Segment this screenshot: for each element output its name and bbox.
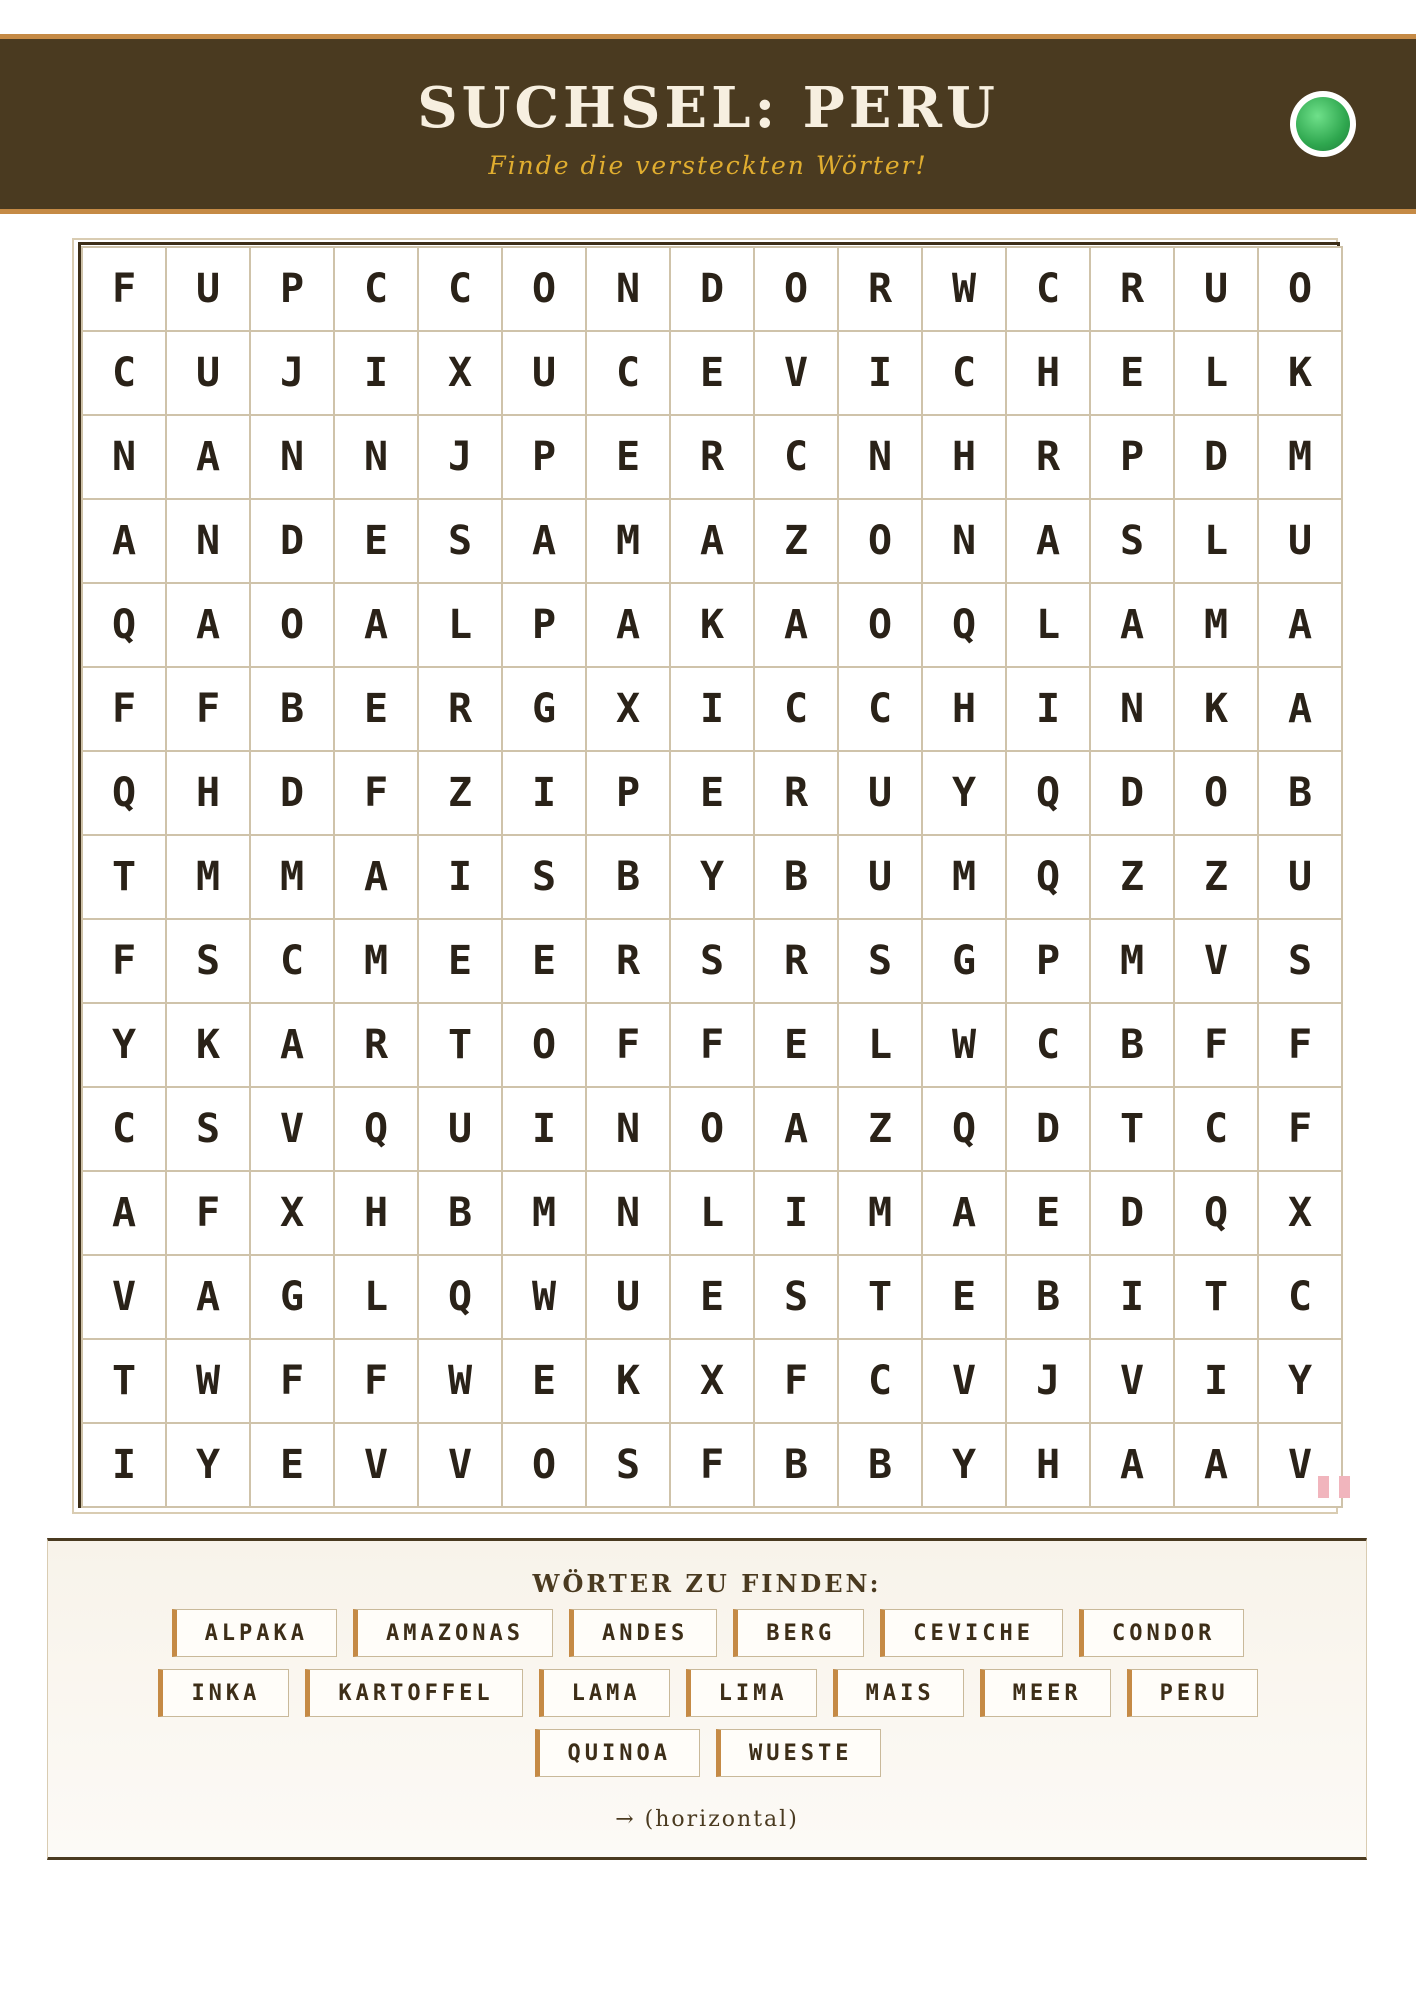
- grid-cell[interactable]: A: [923, 1172, 1005, 1254]
- grid-cell[interactable]: Q: [1175, 1172, 1257, 1254]
- grid-cell[interactable]: D: [1091, 752, 1173, 834]
- grid-cell[interactable]: M: [251, 836, 333, 918]
- grid-cell[interactable]: Y: [923, 752, 1005, 834]
- grid-cell[interactable]: U: [1175, 248, 1257, 330]
- grid-cell[interactable]: E: [335, 668, 417, 750]
- grid-cell[interactable]: F: [335, 1340, 417, 1422]
- page-subtitle: Finde die versteckten Wörter!: [488, 151, 928, 180]
- grid-cell[interactable]: Q: [923, 1088, 1005, 1170]
- grid-cell[interactable]: S: [167, 1088, 249, 1170]
- grid-cell[interactable]: P: [503, 584, 585, 666]
- grid-cell[interactable]: Q: [923, 584, 1005, 666]
- grid-cell[interactable]: O: [503, 1424, 585, 1506]
- grid-cell[interactable]: G: [923, 920, 1005, 1002]
- grid-cell[interactable]: L: [1175, 332, 1257, 414]
- grid-cell[interactable]: O: [1259, 248, 1341, 330]
- grid-cell[interactable]: Y: [1259, 1340, 1341, 1422]
- grid-cell[interactable]: F: [587, 1004, 669, 1086]
- grid-cell[interactable]: P: [503, 416, 585, 498]
- grid-cell[interactable]: Q: [1007, 836, 1089, 918]
- grid-cell[interactable]: A: [671, 500, 753, 582]
- grid-cell[interactable]: N: [839, 416, 921, 498]
- grid-cell[interactable]: N: [587, 248, 669, 330]
- grid-cell[interactable]: Q: [1007, 752, 1089, 834]
- grid-cell[interactable]: C: [335, 248, 417, 330]
- grid-cell[interactable]: R: [587, 920, 669, 1002]
- grid-cell[interactable]: R: [671, 416, 753, 498]
- grid-cell[interactable]: F: [671, 1424, 753, 1506]
- header-banner: [0, 34, 1416, 214]
- grid-cell[interactable]: C: [839, 1340, 921, 1422]
- grid-cell[interactable]: H: [1007, 332, 1089, 414]
- grid-cell[interactable]: N: [83, 416, 165, 498]
- grid-cell[interactable]: O: [1175, 752, 1257, 834]
- grid-cell[interactable]: Y: [167, 1424, 249, 1506]
- word-chip: CEVICHE: [880, 1609, 1063, 1657]
- grid-cell[interactable]: N: [587, 1088, 669, 1170]
- grid-cell[interactable]: B: [1007, 1256, 1089, 1338]
- grid-cell[interactable]: A: [1175, 1424, 1257, 1506]
- grid-cell[interactable]: F: [755, 1340, 837, 1422]
- grid-cell[interactable]: P: [1091, 416, 1173, 498]
- grid-cell[interactable]: I: [503, 752, 585, 834]
- grid-cell[interactable]: B: [1259, 752, 1341, 834]
- grid-cell[interactable]: A: [587, 584, 669, 666]
- grid-cell[interactable]: E: [671, 1256, 753, 1338]
- grid-cell[interactable]: M: [587, 500, 669, 582]
- grid-cell[interactable]: A: [335, 836, 417, 918]
- grid-cell[interactable]: I: [83, 1424, 165, 1506]
- grid-cell[interactable]: W: [419, 1340, 501, 1422]
- grid-cell[interactable]: H: [1007, 1424, 1089, 1506]
- grid-cell[interactable]: S: [419, 500, 501, 582]
- grid-cell[interactable]: U: [167, 248, 249, 330]
- grid-cell[interactable]: X: [671, 1340, 753, 1422]
- grid-cell[interactable]: J: [1007, 1340, 1089, 1422]
- grid-cell[interactable]: J: [419, 416, 501, 498]
- grid-cell[interactable]: A: [755, 584, 837, 666]
- grid-cell[interactable]: F: [83, 248, 165, 330]
- word-list-title: WÖRTER ZU FINDEN:: [532, 1569, 882, 1598]
- grid-cell[interactable]: L: [335, 1256, 417, 1338]
- grid-cell[interactable]: A: [755, 1088, 837, 1170]
- grid-cell[interactable]: N: [167, 500, 249, 582]
- grid-cell[interactable]: H: [335, 1172, 417, 1254]
- grid-cell[interactable]: M: [335, 920, 417, 1002]
- grid-cell[interactable]: U: [587, 1256, 669, 1338]
- grid-cell[interactable]: U: [1259, 500, 1341, 582]
- grid-cell[interactable]: D: [251, 752, 333, 834]
- grid-cell[interactable]: S: [167, 920, 249, 1002]
- grid-cell[interactable]: B: [1091, 1004, 1173, 1086]
- grid-cell[interactable]: C: [755, 416, 837, 498]
- grid-cell[interactable]: H: [923, 668, 1005, 750]
- grid-cell[interactable]: C: [83, 1088, 165, 1170]
- grid-cell[interactable]: R: [839, 248, 921, 330]
- grid-cell[interactable]: B: [419, 1172, 501, 1254]
- grid-cell[interactable]: A: [1259, 668, 1341, 750]
- grid-cell[interactable]: F: [1175, 1004, 1257, 1086]
- grid-cell[interactable]: P: [251, 248, 333, 330]
- grid-cell[interactable]: B: [755, 836, 837, 918]
- grid-cell[interactable]: U: [839, 836, 921, 918]
- grid-cell[interactable]: C: [839, 668, 921, 750]
- grid-cell[interactable]: Q: [83, 752, 165, 834]
- grid-cell[interactable]: Y: [671, 836, 753, 918]
- grid-cell[interactable]: E: [923, 1256, 1005, 1338]
- grid-cell[interactable]: Y: [83, 1004, 165, 1086]
- grid-cell[interactable]: P: [1007, 920, 1089, 1002]
- word-chip: MAIS: [833, 1669, 964, 1717]
- grid-cell[interactable]: P: [587, 752, 669, 834]
- grid-cell[interactable]: H: [167, 752, 249, 834]
- grid-cell[interactable]: C: [419, 248, 501, 330]
- grid-cell[interactable]: R: [755, 920, 837, 1002]
- grid-cell[interactable]: A: [167, 584, 249, 666]
- grid-cell[interactable]: I: [1007, 668, 1089, 750]
- grid-cell[interactable]: X: [1259, 1172, 1341, 1254]
- grid-cell[interactable]: A: [1259, 584, 1341, 666]
- grid-cell[interactable]: U: [419, 1088, 501, 1170]
- grid-cell[interactable]: Q: [419, 1256, 501, 1338]
- grid-cell[interactable]: S: [1259, 920, 1341, 1002]
- grid-cell[interactable]: M: [1259, 416, 1341, 498]
- grid-cell[interactable]: Q: [83, 584, 165, 666]
- grid-cell[interactable]: R: [755, 752, 837, 834]
- grid-cell[interactable]: D: [1007, 1088, 1089, 1170]
- grid-cell[interactable]: S: [1091, 500, 1173, 582]
- grid-cell[interactable]: C: [1007, 248, 1089, 330]
- grid-cell[interactable]: C: [755, 668, 837, 750]
- direction-hint: → (horizontal): [615, 1807, 799, 1832]
- grid-cell[interactable]: E: [335, 500, 417, 582]
- grid-cell[interactable]: S: [839, 920, 921, 1002]
- grid-cell[interactable]: Q: [335, 1088, 417, 1170]
- grid-cell[interactable]: O: [503, 248, 585, 330]
- grid-cell[interactable]: K: [671, 584, 753, 666]
- word-chip: ANDES: [569, 1609, 717, 1657]
- grid-cell[interactable]: C: [1007, 1004, 1089, 1086]
- grid-cell[interactable]: L: [1007, 584, 1089, 666]
- grid-cell[interactable]: D: [671, 248, 753, 330]
- grid-cell[interactable]: E: [1007, 1172, 1089, 1254]
- grid-cell[interactable]: A: [83, 1172, 165, 1254]
- letter-grid: [81, 246, 1343, 1508]
- word-chip: LAMA: [539, 1669, 670, 1717]
- grid-cell[interactable]: Y: [923, 1424, 1005, 1506]
- grid-cell[interactable]: C: [1259, 1256, 1341, 1338]
- grid-cell[interactable]: W: [503, 1256, 585, 1338]
- peru-flag-icon: [1318, 1476, 1350, 1498]
- grid-cell[interactable]: I: [839, 332, 921, 414]
- grid-cell[interactable]: E: [671, 332, 753, 414]
- grid-cell[interactable]: O: [503, 1004, 585, 1086]
- grid-cell[interactable]: F: [1259, 1004, 1341, 1086]
- grid-cell[interactable]: E: [755, 1004, 837, 1086]
- grid-cell[interactable]: F: [251, 1340, 333, 1422]
- word-chip: PERU: [1127, 1669, 1258, 1717]
- grid-cell[interactable]: O: [755, 248, 837, 330]
- grid-cell[interactable]: N: [335, 416, 417, 498]
- grid-cell[interactable]: U: [1259, 836, 1341, 918]
- grid-cell[interactable]: C: [251, 920, 333, 1002]
- grid-cell[interactable]: U: [503, 332, 585, 414]
- grid-cell[interactable]: E: [419, 920, 501, 1002]
- grid-cell[interactable]: V: [1259, 1424, 1341, 1506]
- grid-cell[interactable]: N: [587, 1172, 669, 1254]
- grid-cell[interactable]: G: [503, 668, 585, 750]
- grid-cell[interactable]: S: [587, 1424, 669, 1506]
- grid-cell[interactable]: S: [671, 920, 753, 1002]
- grid-cell[interactable]: T: [419, 1004, 501, 1086]
- grid-cell[interactable]: U: [839, 752, 921, 834]
- grid-cell[interactable]: L: [1175, 500, 1257, 582]
- grid-cell[interactable]: V: [1175, 920, 1257, 1002]
- grid-cell[interactable]: A: [503, 500, 585, 582]
- grid-cell[interactable]: S: [503, 836, 585, 918]
- grid-cell[interactable]: N: [923, 500, 1005, 582]
- grid-cell[interactable]: H: [923, 416, 1005, 498]
- grid-cell[interactable]: W: [167, 1340, 249, 1422]
- grid-cell[interactable]: L: [671, 1172, 753, 1254]
- grid-cell[interactable]: F: [1259, 1088, 1341, 1170]
- word-chip: CONDOR: [1079, 1609, 1244, 1657]
- grid-cell[interactable]: E: [587, 416, 669, 498]
- grid-cell[interactable]: B: [755, 1424, 837, 1506]
- grid-cell[interactable]: C: [83, 332, 165, 414]
- grid-cell[interactable]: I: [335, 332, 417, 414]
- grid-cell[interactable]: E: [671, 752, 753, 834]
- word-chip: ALPAKA: [172, 1609, 337, 1657]
- grid-cell[interactable]: F: [167, 668, 249, 750]
- grid-cell[interactable]: I: [1091, 1256, 1173, 1338]
- grid-cell[interactable]: O: [839, 500, 921, 582]
- grid-cell[interactable]: V: [1091, 1340, 1173, 1422]
- grid-cell[interactable]: M: [1175, 584, 1257, 666]
- grid-cell[interactable]: U: [167, 332, 249, 414]
- grid-cell[interactable]: L: [839, 1004, 921, 1086]
- grid-cell[interactable]: Z: [419, 752, 501, 834]
- grid-cell[interactable]: N: [1091, 668, 1173, 750]
- grid-cell[interactable]: C: [923, 332, 1005, 414]
- grid-cell[interactable]: R: [1007, 416, 1089, 498]
- status-indicator: [1290, 91, 1356, 157]
- grid-cell[interactable]: V: [923, 1340, 1005, 1422]
- grid-cell[interactable]: B: [587, 836, 669, 918]
- grid-cell[interactable]: F: [83, 668, 165, 750]
- grid-cell[interactable]: T: [1091, 1088, 1173, 1170]
- grid-cell[interactable]: X: [251, 1172, 333, 1254]
- grid-cell[interactable]: V: [419, 1424, 501, 1506]
- grid-cell[interactable]: T: [83, 836, 165, 918]
- grid-cell[interactable]: A: [167, 416, 249, 498]
- grid-cell[interactable]: C: [587, 332, 669, 414]
- grid-cell[interactable]: G: [251, 1256, 333, 1338]
- grid-cell[interactable]: V: [755, 332, 837, 414]
- grid-cell[interactable]: D: [251, 500, 333, 582]
- grid-cell[interactable]: I: [1175, 1340, 1257, 1422]
- grid-cell[interactable]: A: [1091, 1424, 1173, 1506]
- grid-cell[interactable]: Z: [1091, 836, 1173, 918]
- grid-cell[interactable]: A: [335, 584, 417, 666]
- grid-cell[interactable]: F: [167, 1172, 249, 1254]
- word-chip: AMAZONAS: [353, 1609, 553, 1657]
- grid-cell[interactable]: A: [1007, 500, 1089, 582]
- grid-cell[interactable]: L: [419, 584, 501, 666]
- grid-cell[interactable]: E: [503, 1340, 585, 1422]
- grid-cell[interactable]: J: [251, 332, 333, 414]
- grid-cell[interactable]: M: [503, 1172, 585, 1254]
- green-dot-icon: [1296, 97, 1350, 151]
- grid-cell[interactable]: O: [251, 584, 333, 666]
- word-chip: LIMA: [686, 1669, 817, 1717]
- grid-cell[interactable]: R: [1091, 248, 1173, 330]
- grid-cell[interactable]: R: [419, 668, 501, 750]
- grid-cell[interactable]: E: [503, 920, 585, 1002]
- grid-cell[interactable]: S: [755, 1256, 837, 1338]
- grid-cell[interactable]: F: [335, 752, 417, 834]
- grid-cell[interactable]: F: [83, 920, 165, 1002]
- grid-cell[interactable]: T: [1175, 1256, 1257, 1338]
- word-chip: INKA: [158, 1669, 289, 1717]
- grid-cell[interactable]: V: [251, 1088, 333, 1170]
- grid-cell[interactable]: M: [923, 836, 1005, 918]
- grid-cell[interactable]: W: [923, 248, 1005, 330]
- word-list: [108, 1609, 1308, 1777]
- grid-cell[interactable]: T: [839, 1256, 921, 1338]
- grid-cell[interactable]: I: [503, 1088, 585, 1170]
- grid-cell[interactable]: R: [335, 1004, 417, 1086]
- grid-cell[interactable]: A: [1091, 584, 1173, 666]
- grid-cell[interactable]: V: [335, 1424, 417, 1506]
- grid-cell[interactable]: A: [251, 1004, 333, 1086]
- grid-cell[interactable]: C: [1175, 1088, 1257, 1170]
- word-chip: QUINOA: [535, 1729, 700, 1777]
- grid-cell[interactable]: A: [83, 500, 165, 582]
- grid-cell[interactable]: O: [671, 1088, 753, 1170]
- grid-cell[interactable]: Z: [839, 1088, 921, 1170]
- grid-cell[interactable]: N: [251, 416, 333, 498]
- word-chip: BERG: [733, 1609, 864, 1657]
- grid-cell[interactable]: W: [923, 1004, 1005, 1086]
- grid-cell[interactable]: A: [167, 1256, 249, 1338]
- grid-cell[interactable]: K: [167, 1004, 249, 1086]
- grid-cell[interactable]: M: [167, 836, 249, 918]
- grid-cell[interactable]: E: [1091, 332, 1173, 414]
- grid-cell[interactable]: M: [1091, 920, 1173, 1002]
- grid-cell[interactable]: D: [1175, 416, 1257, 498]
- grid-cell[interactable]: I: [419, 836, 501, 918]
- grid-cell[interactable]: Z: [1175, 836, 1257, 918]
- grid-cell[interactable]: M: [839, 1172, 921, 1254]
- grid-cell[interactable]: K: [1259, 332, 1341, 414]
- grid-cell[interactable]: I: [755, 1172, 837, 1254]
- word-list-panel: [47, 1538, 1367, 1860]
- grid-cell[interactable]: D: [1091, 1172, 1173, 1254]
- grid-cell[interactable]: Z: [755, 500, 837, 582]
- grid-cell[interactable]: B: [251, 668, 333, 750]
- grid-cell[interactable]: F: [671, 1004, 753, 1086]
- grid-cell[interactable]: X: [587, 668, 669, 750]
- grid-cell[interactable]: X: [419, 332, 501, 414]
- grid-cell[interactable]: B: [839, 1424, 921, 1506]
- grid-cell[interactable]: V: [83, 1256, 165, 1338]
- word-chip: WUESTE: [716, 1729, 881, 1777]
- grid-cell[interactable]: T: [83, 1340, 165, 1422]
- grid-cell[interactable]: E: [251, 1424, 333, 1506]
- word-chip: MEER: [980, 1669, 1111, 1717]
- grid-cell[interactable]: O: [839, 584, 921, 666]
- page-title: SUCHSEL: PERU: [417, 75, 999, 141]
- word-chip: KARTOFFEL: [305, 1669, 522, 1717]
- grid-cell[interactable]: K: [1175, 668, 1257, 750]
- grid-cell[interactable]: I: [671, 668, 753, 750]
- grid-cell[interactable]: K: [587, 1340, 669, 1422]
